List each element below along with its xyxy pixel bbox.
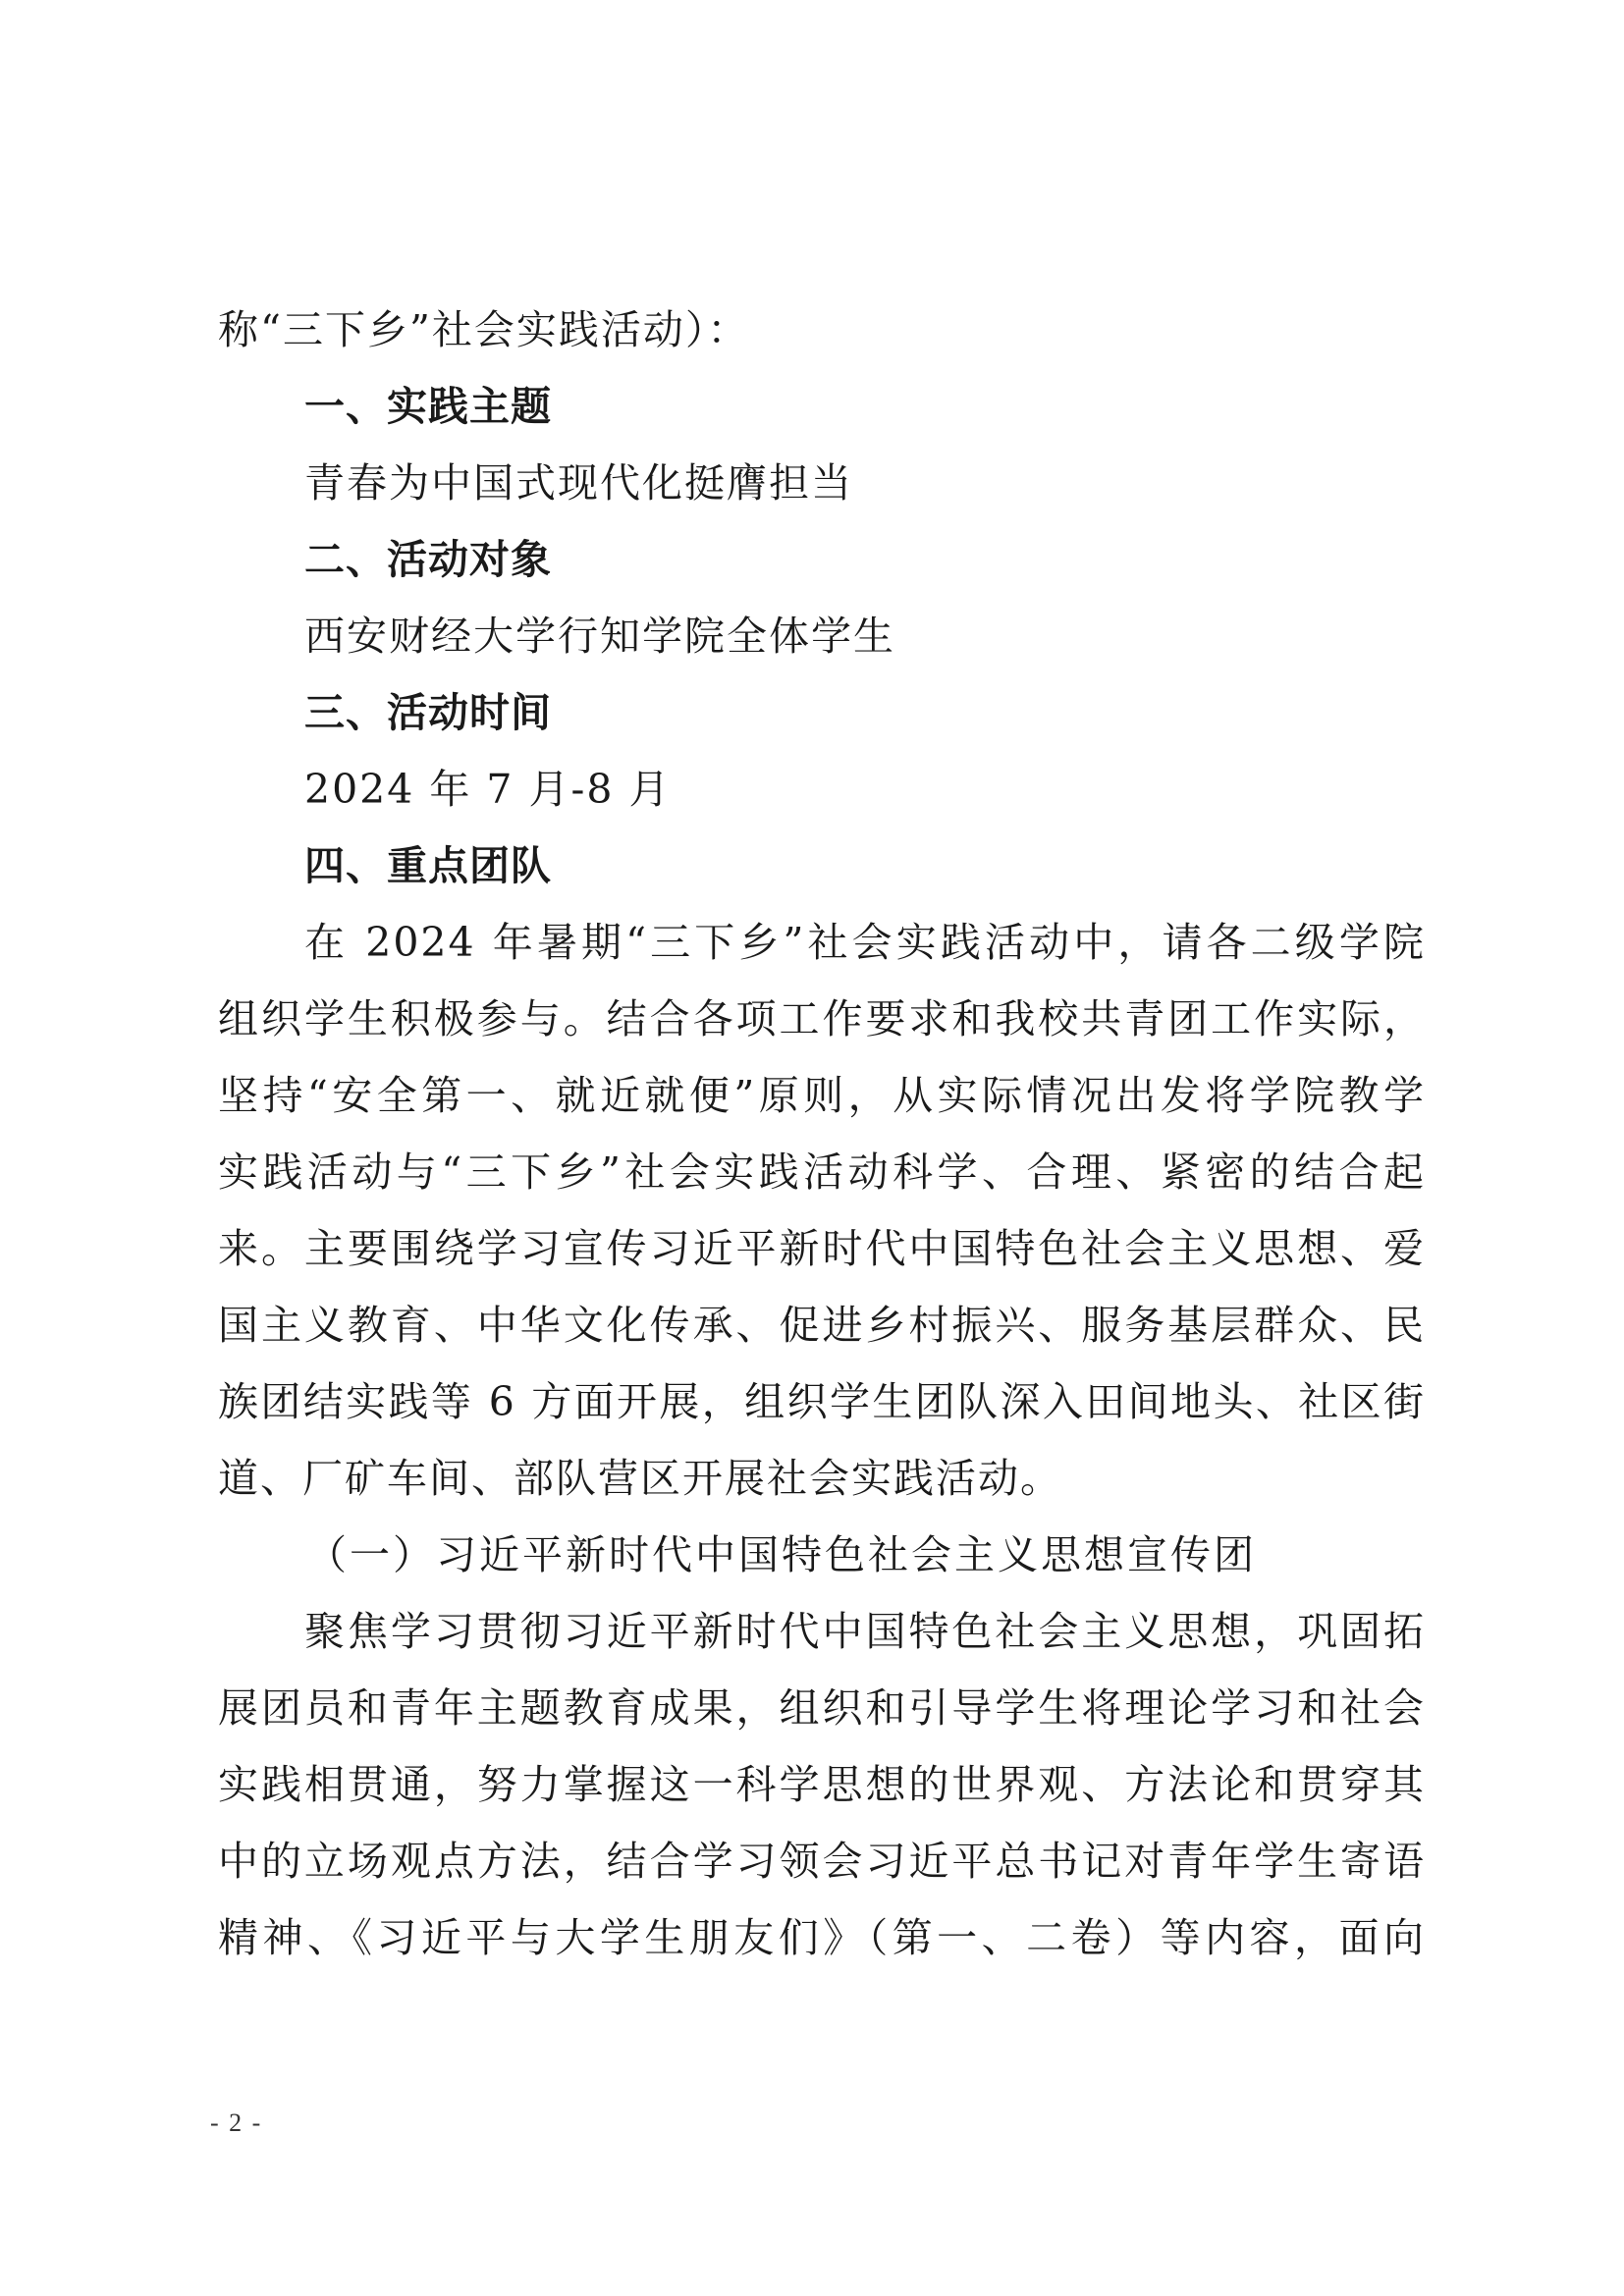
text-line: 称“三下乡”社会实践活动）： bbox=[218, 306, 750, 353]
paragraph-line: 展团员和青年主题教育成果，组织和引导学生将理论学习和社会 bbox=[218, 1684, 1426, 1732]
audience-text: 西安财经大学行知学院全体学生 bbox=[304, 613, 895, 660]
section-heading-theme: 一、实践主题 bbox=[304, 383, 552, 430]
paragraph-line: 组织学生积极参与。结合各项工作要求和我校共青团工作实际， bbox=[218, 995, 1426, 1042]
paragraph-line: 聚焦学习贯彻习近平新时代中国特色社会主义思想，巩固拓 bbox=[304, 1608, 1426, 1655]
section-heading-teams: 四、重点团队 bbox=[304, 842, 552, 889]
time-text: 2024 年 7 月-8 月 bbox=[304, 766, 672, 813]
theme-text: 青春为中国式现代化挺膺担当 bbox=[304, 459, 853, 507]
section-heading-time: 三、活动时间 bbox=[304, 689, 552, 736]
paragraph-line: 在 2024 年暑期“三下乡”社会实践活动中，请各二级学院 bbox=[304, 919, 1426, 966]
page-number: - 2 - bbox=[210, 2109, 263, 2137]
paragraph-line: 中的立场观点方法，结合学习领会习近平总书记对青年学生寄语 bbox=[218, 1838, 1426, 1885]
paragraph-line: 道、厂矿车间、部队营区开展社会实践活动。 bbox=[218, 1455, 1062, 1502]
paragraph-line: 国主义教育、中华文化传承、促进乡村振兴、服务基层群众、民 bbox=[218, 1302, 1426, 1349]
paragraph-line: 实践活动与“三下乡”社会实践活动科学、合理、紧密的结合起 bbox=[218, 1148, 1426, 1196]
paragraph-line: 实践相贯通，努力掌握这一科学思想的世界观、方法论和贯穿其 bbox=[218, 1761, 1426, 1808]
paragraph-line: 族团结实践等 6 方面开展，组织学生团队深入田间地头、社区街 bbox=[218, 1378, 1426, 1425]
section-heading-audience: 二、活动对象 bbox=[304, 536, 552, 583]
paragraph-line: 坚持“安全第一、就近就便”原则，从实际情况出发将学院教学 bbox=[218, 1072, 1426, 1119]
paragraph-line: 精神、《习近平与大学生朋友们》（第一、二卷）等内容，面向 bbox=[218, 1914, 1426, 1961]
subsection-heading: （一）习近平新时代中国特色社会主义思想宣传团 bbox=[306, 1531, 1257, 1578]
paragraph-line: 来。主要围绕学习宣传习近平新时代中国特色社会主义思想、爱 bbox=[218, 1225, 1426, 1272]
